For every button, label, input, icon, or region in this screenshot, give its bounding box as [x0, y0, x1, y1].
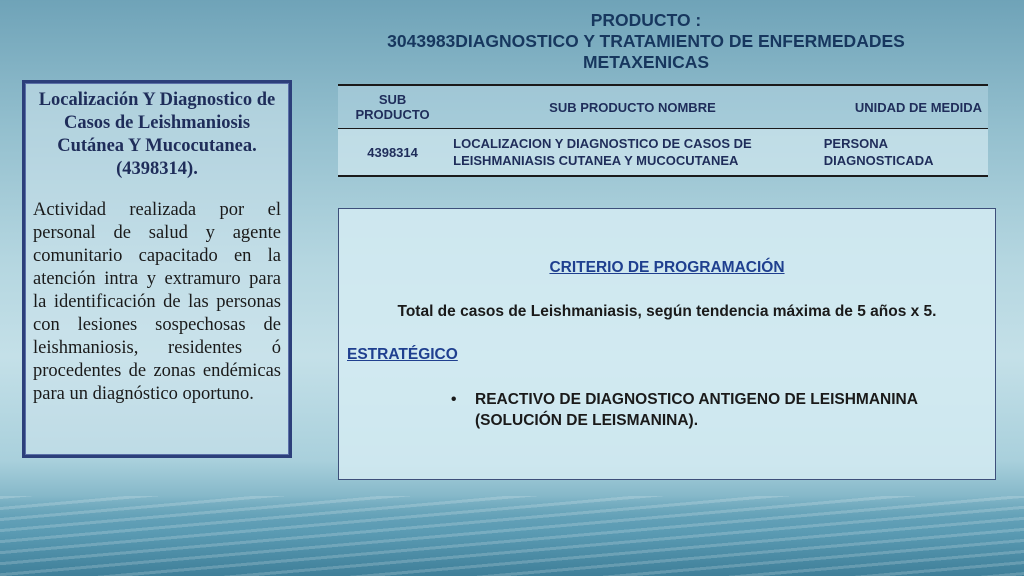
bullet-icon: • — [451, 391, 457, 408]
cell-sub-producto: 4398314 — [338, 129, 447, 177]
product-title — [340, 10, 952, 73]
product-code: 3043983 — [387, 31, 456, 51]
cell-unidad-medida: PERSONA DIAGNOSTICADA — [818, 129, 988, 177]
product-name-line2: METAXENICAS — [582, 52, 710, 72]
programming-criteria-box — [338, 208, 996, 480]
product-code-line — [340, 31, 952, 52]
header-unidad-medida: UNIDAD DE MEDIDA — [818, 85, 988, 129]
strategic-title: ESTRATÉGICO — [347, 346, 458, 363]
cell-sub-producto-nombre: LOCALIZACION Y DIAGNOSTICO DE CASOS DE LEISHMANIASIS CUTANEA Y MUCOCUTANEA — [447, 129, 818, 177]
activity-description-panel — [22, 80, 292, 458]
criteria-text: Total de casos de Leishmaniasis, según tendencia máxima de 5 años x 5. — [397, 303, 937, 320]
table-row — [338, 129, 988, 177]
table-header-row — [338, 85, 988, 129]
activity-body: Actividad realizada por el personal de salud y agente comunitario capacitado en la atención intra y extramuro para la identificación de las personas con lesiones sospechosas de leishmaniosis, residentes ó procedentes de zonas endémicas para un diagnóstico oportuno. — [33, 200, 281, 404]
criteria-title: CRITERIO DE PROGRAMACIÓN — [549, 259, 785, 276]
subproduct-table — [338, 84, 988, 177]
list-item — [451, 389, 935, 431]
header-sub-producto: SUB PRODUCTO — [338, 85, 447, 129]
background-sea — [0, 496, 1024, 576]
product-label: PRODUCTO : — [590, 10, 702, 30]
product-name-line1: DIAGNOSTICO Y TRATAMIENTO DE ENFERMEDADES — [455, 31, 905, 51]
header-sub-producto-nombre: SUB PRODUCTO NOMBRE — [447, 85, 818, 129]
activity-heading: Localización Y Diagnostico de Casos de Leishmaniosis Cutánea Y Mucocutanea. (4398314). — [38, 90, 276, 179]
bullet-text: REACTIVO DE DIAGNOSTICO ANTIGENO DE LEISHMANINA (SOLUCIÓN DE LEISMANINA). — [475, 391, 918, 429]
